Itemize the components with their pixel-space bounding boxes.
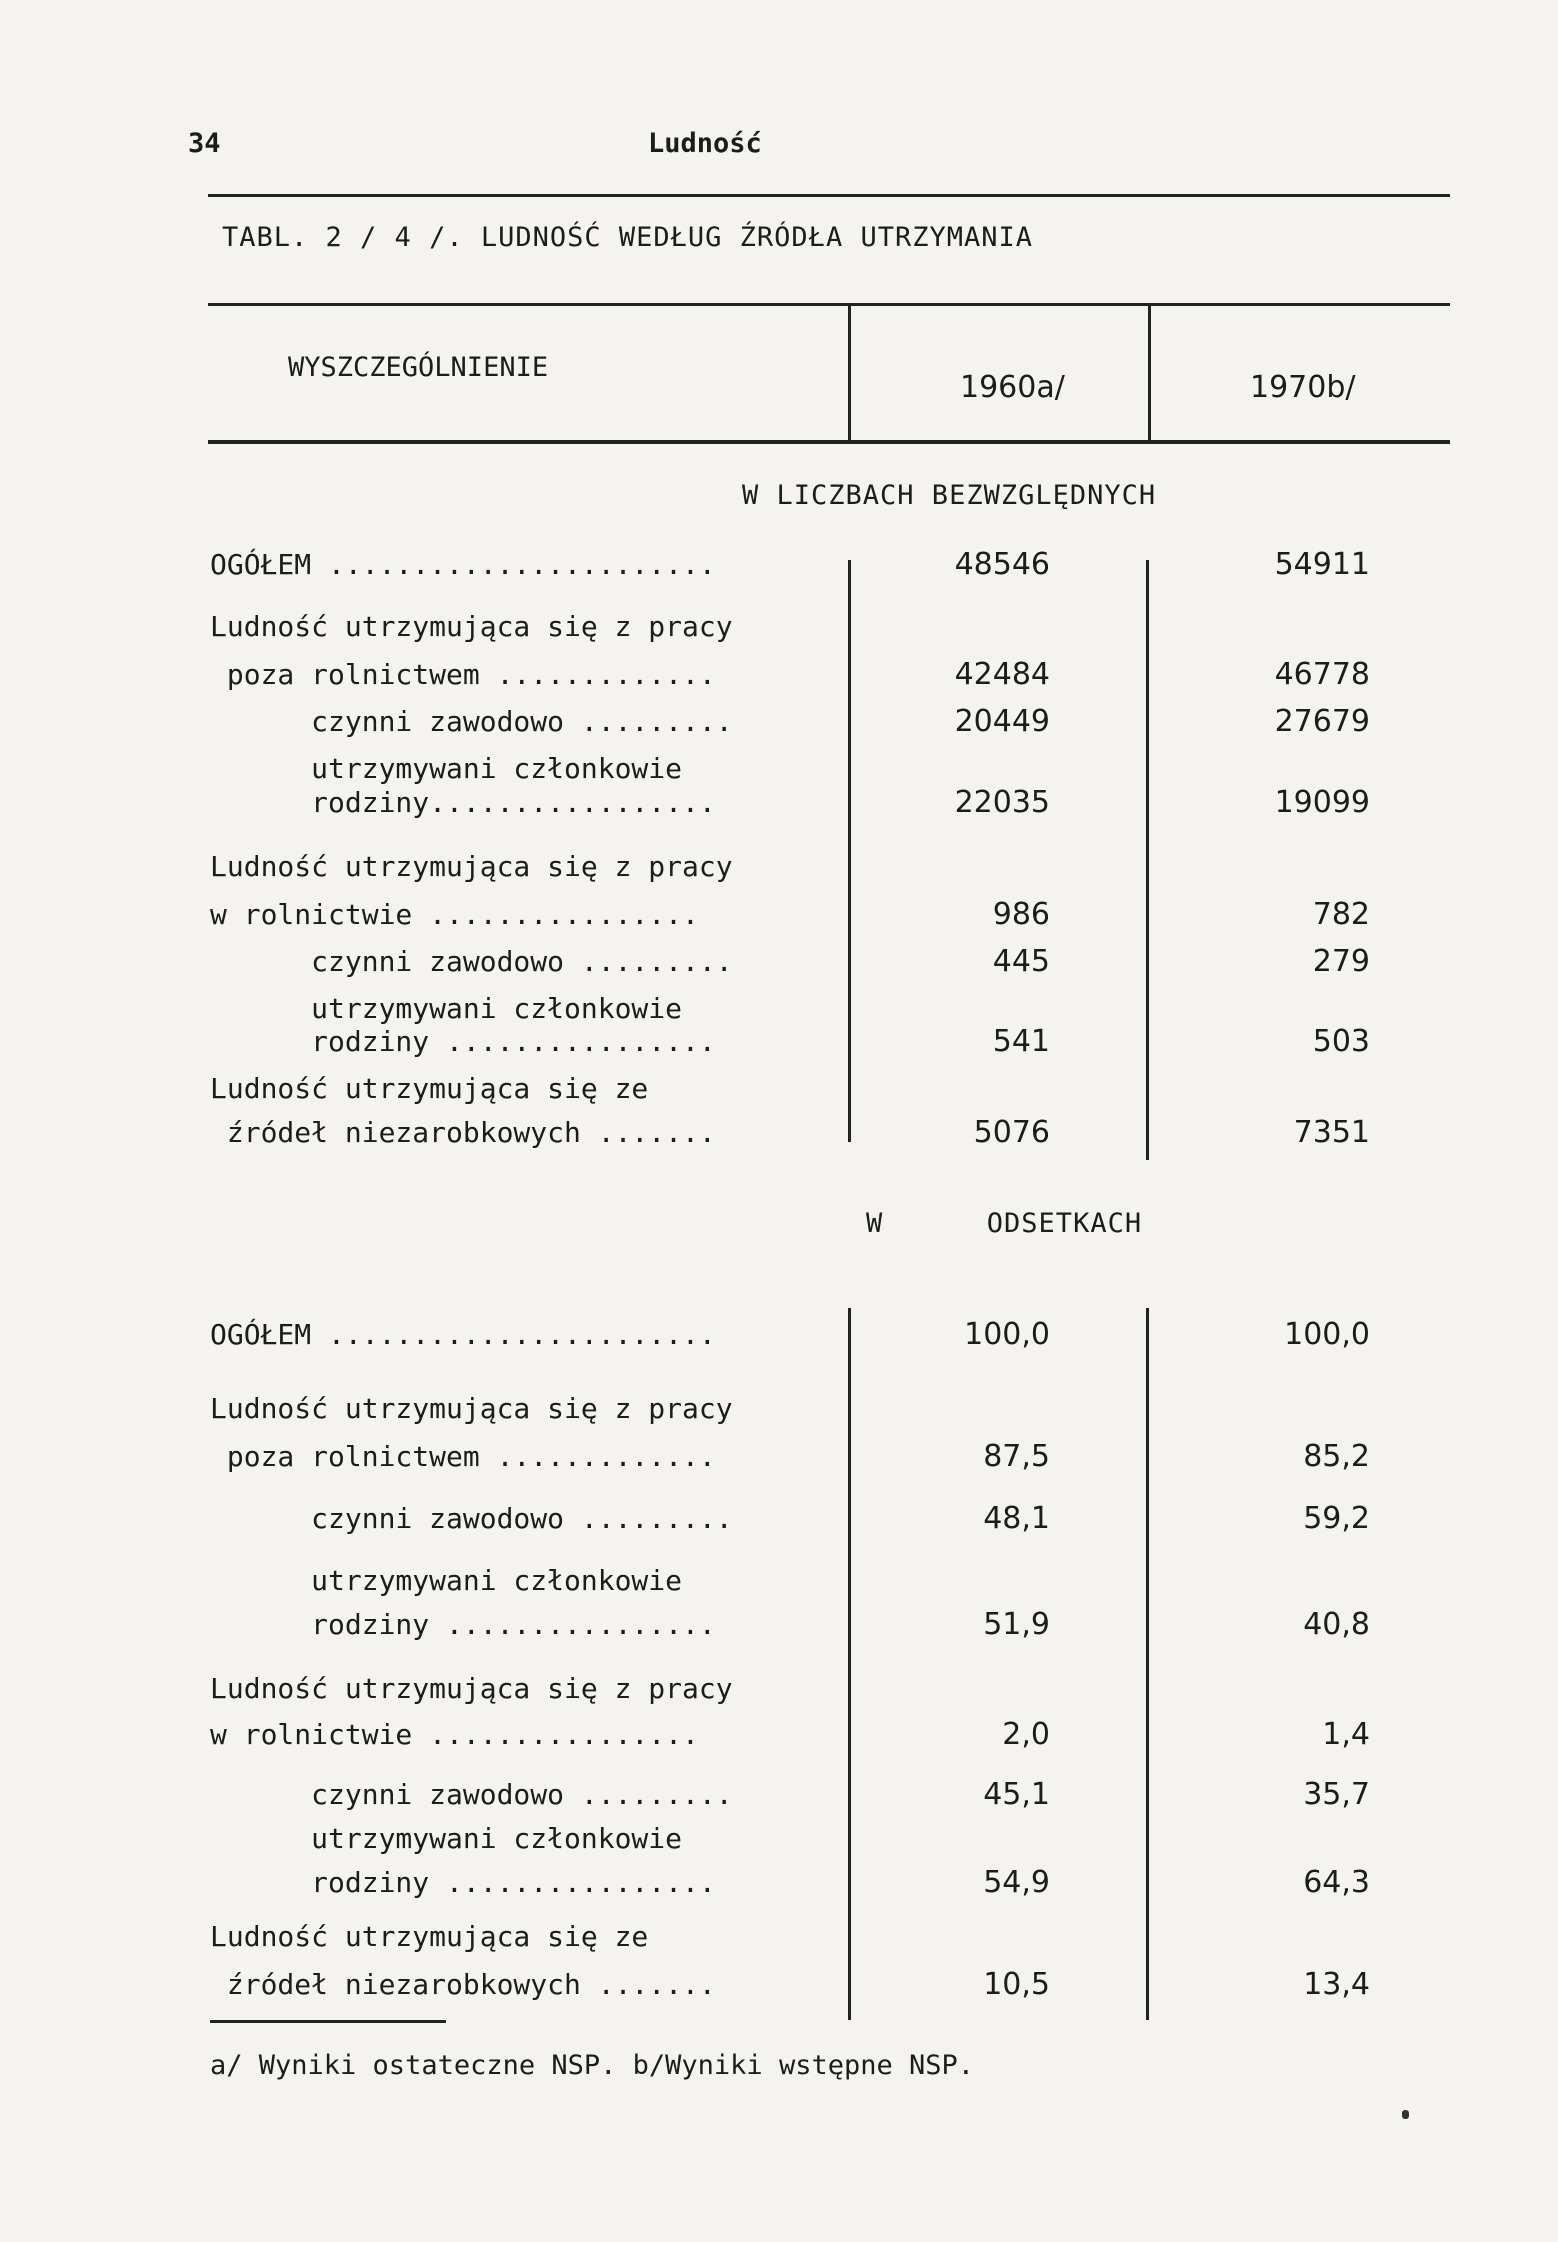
absolute-row-label: Ludność utrzymująca się z pracy: [210, 850, 733, 883]
percent-row-label: Ludność utrzymująca się z pracy: [210, 1392, 733, 1425]
percent-row-label: czynni zawodowo .........: [210, 1502, 733, 1535]
stray-mark: [1402, 2110, 1409, 2119]
percent-value-1970: 100,0: [1284, 1317, 1370, 1352]
absolute-row-label: utrzymywani członkowie: [210, 992, 683, 1025]
footnote-rule: [210, 2020, 446, 2023]
header-divider-2: [1148, 306, 1151, 440]
percent-value-1960: 10,5: [983, 1967, 1050, 2002]
percent-value-1970: 85,2: [1303, 1439, 1370, 1474]
percent-row-label: rodziny ................: [210, 1866, 716, 1899]
percent-value-1970: 40,8: [1303, 1607, 1370, 1642]
percent-row-label: źródeł niezarobkowych .......: [210, 1968, 716, 2001]
percent-row-label: w rolnictwie ................: [210, 1718, 699, 1751]
absolute-value-1970: 27679: [1274, 704, 1370, 739]
absolute-row-label: utrzymywani członkowie: [210, 752, 683, 785]
section-percent-heading: W ODSETKACH: [866, 1208, 1143, 1239]
header-1960: 1960a/: [960, 370, 1065, 405]
percent-value-1970: 13,4: [1303, 1967, 1370, 2002]
percent-value-1970: 59,2: [1303, 1501, 1370, 1536]
absolute-row-label: Ludność utrzymująca się ze: [210, 1072, 649, 1105]
header-rule: [208, 194, 1450, 197]
percent-row-label: OGÓŁEM .......................: [210, 1318, 716, 1351]
absolute-row-label: rodziny.................: [210, 786, 716, 819]
percent-row-label: Ludność utrzymująca się z pracy: [210, 1672, 733, 1705]
percent-row-label: rodziny ................: [210, 1608, 716, 1641]
percent-value-1960: 45,1: [983, 1777, 1050, 1812]
absolute-row-label: źródeł niezarobkowych .......: [210, 1116, 716, 1149]
percent-row-label: Ludność utrzymująca się ze: [210, 1920, 649, 1953]
footnote: a/ Wyniki ostateczne NSP. b/Wyniki wstępne NSP.: [210, 2050, 975, 2081]
absolute-value-1970: 782: [1312, 897, 1370, 932]
absolute-row-label: OGÓŁEM .......................: [210, 548, 716, 581]
absolute-value-1970: 54911: [1274, 547, 1370, 582]
table-top-rule: [208, 303, 1450, 306]
absolute-value-1960: 986: [992, 897, 1050, 932]
absolute-value-1970: 19099: [1274, 785, 1370, 820]
table-title: TABL. 2 / 4 /. LUDNOŚĆ WEDŁUG ŹRÓDŁA UTRZYMANIA: [222, 222, 1034, 253]
percent-row-label: czynni zawodowo .........: [210, 1778, 733, 1811]
absolute-value-1970: 7351: [1293, 1115, 1370, 1150]
absolute-row-label: czynni zawodowo .........: [210, 945, 733, 978]
pct-divider-2: [1146, 1308, 1149, 2020]
percent-value-1970: 1,4: [1322, 1717, 1370, 1752]
header-1970: 1970b/: [1250, 370, 1356, 405]
percent-row-label: poza rolnictwem .............: [210, 1440, 716, 1473]
percent-value-1960: 87,5: [983, 1439, 1050, 1474]
absolute-row-label: rodziny ................: [210, 1025, 716, 1058]
absolute-value-1960: 5076: [973, 1115, 1050, 1150]
running-title: Ludność: [648, 128, 762, 159]
percent-value-1970: 64,3: [1303, 1865, 1370, 1900]
absolute-row-label: czynni zawodowo .........: [210, 705, 733, 738]
absolute-row-label: w rolnictwie ................: [210, 898, 699, 931]
percent-value-1970: 35,7: [1303, 1777, 1370, 1812]
header-divider-1: [848, 306, 851, 440]
absolute-value-1960: 42484: [954, 657, 1050, 692]
absolute-value-1970: 46778: [1274, 657, 1370, 692]
absolute-row-label: poza rolnictwem .............: [210, 658, 716, 691]
percent-value-1960: 2,0: [1002, 1717, 1050, 1752]
page-header: [188, 128, 1450, 168]
absolute-value-1960: 541: [992, 1024, 1050, 1059]
absolute-value-1970: 503: [1312, 1024, 1370, 1059]
absolute-value-1960: 20449: [954, 704, 1050, 739]
percent-value-1960: 100,0: [964, 1317, 1050, 1352]
absolute-value-1960: 445: [992, 944, 1050, 979]
absolute-value-1960: 22035: [954, 785, 1050, 820]
abs-divider-1: [848, 560, 851, 1142]
abs-divider-2: [1146, 560, 1149, 1160]
percent-row-label: utrzymywani członkowie: [210, 1564, 683, 1597]
absolute-value-1960: 48546: [954, 547, 1050, 582]
pct-divider-1: [848, 1308, 851, 2020]
absolute-row-label: Ludność utrzymująca się z pracy: [210, 610, 733, 643]
section-absolute-heading: W LICZBACH BEZWZGLĘDNYCH: [742, 480, 1157, 511]
header-label: WYSZCZEGÓLNIENIE: [288, 352, 549, 383]
percent-value-1960: 48,1: [983, 1501, 1050, 1536]
percent-row-label: utrzymywani członkowie: [210, 1822, 683, 1855]
percent-value-1960: 54,9: [983, 1865, 1050, 1900]
percent-value-1960: 51,9: [983, 1607, 1050, 1642]
header-bottom-rule: [208, 440, 1450, 444]
page-number: 34: [188, 128, 221, 159]
absolute-value-1970: 279: [1312, 944, 1370, 979]
